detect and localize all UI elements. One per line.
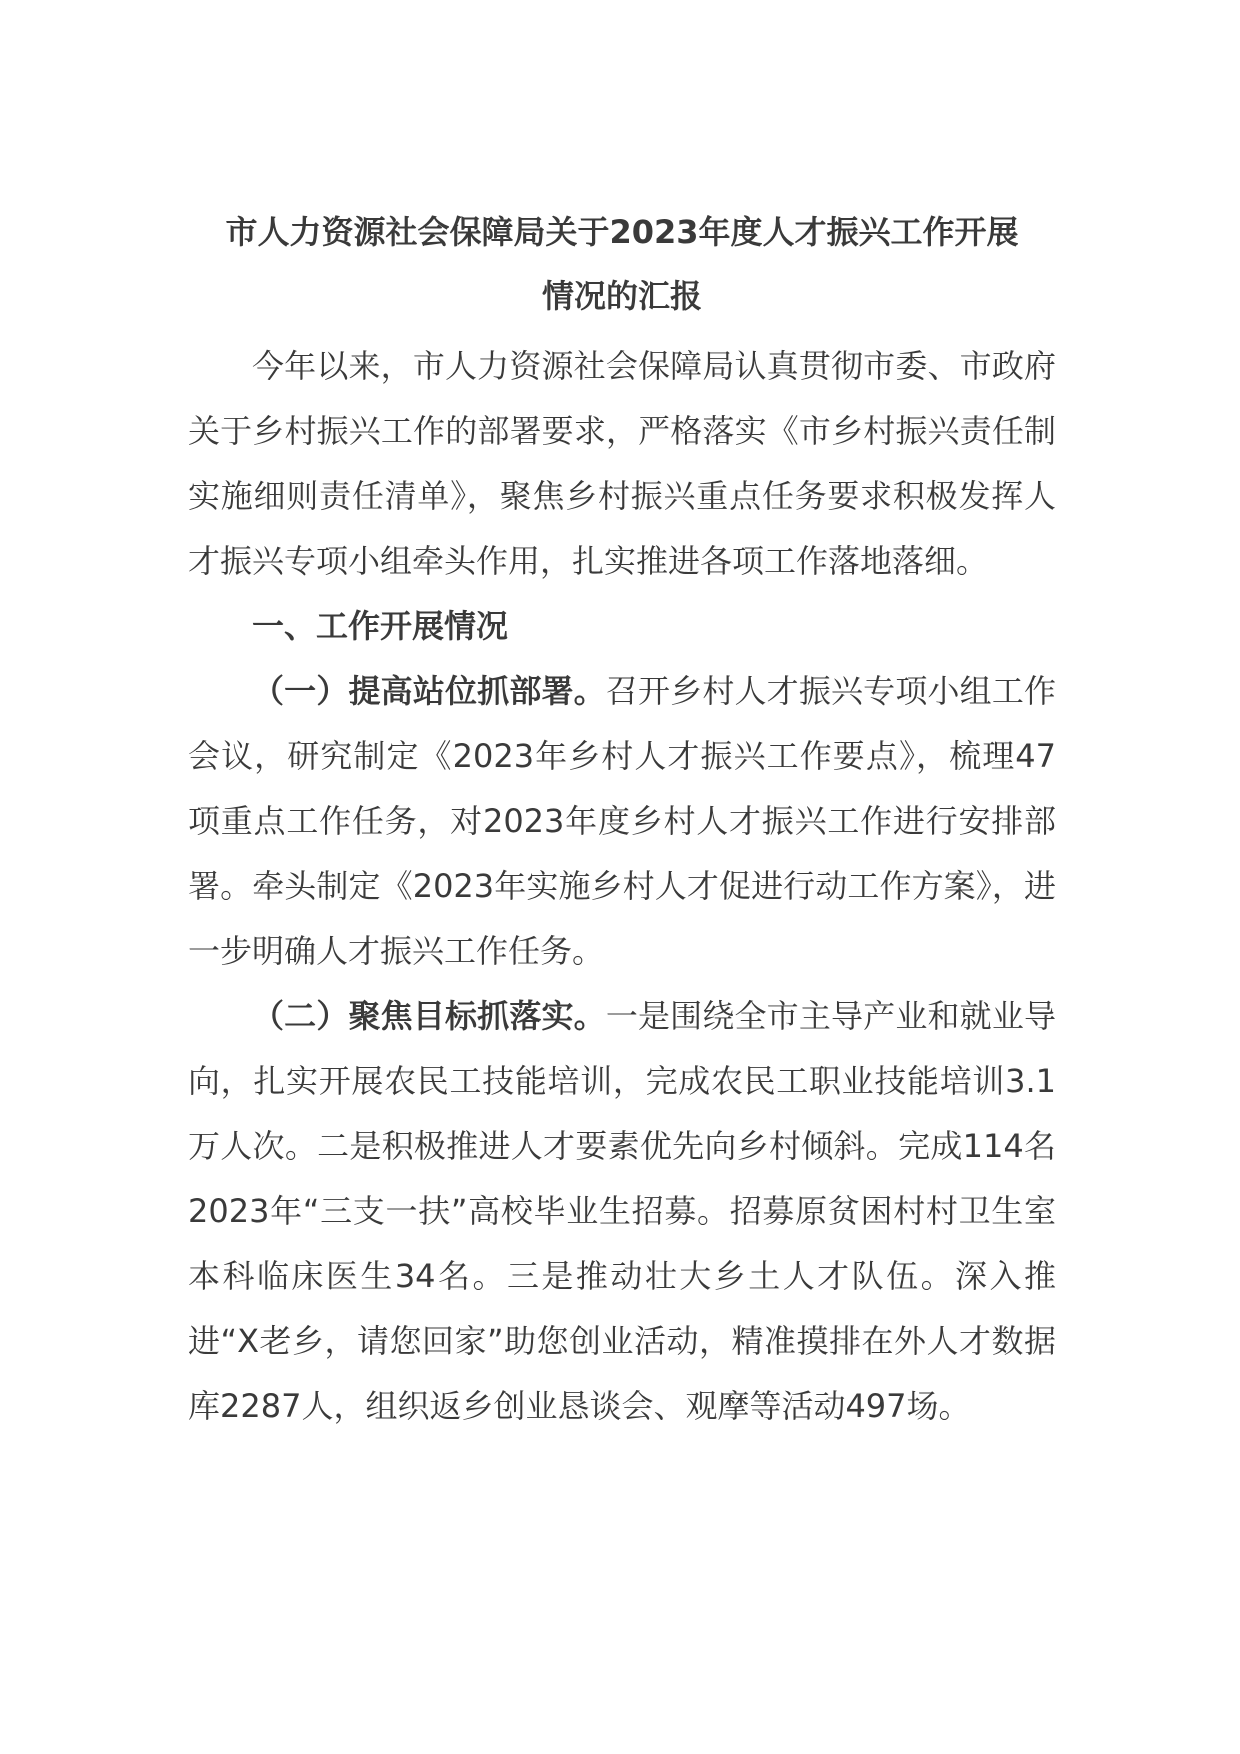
item-1-paragraph (188, 659, 1056, 984)
document-title-line-2: 情况的汇报 (541, 277, 702, 315)
section-heading-work-status: 一、工作开展情况 (252, 607, 509, 645)
item-1-lead: （一）提高站位抓部署。 (252, 672, 606, 710)
intro-paragraph: 今年以来，市人力资源社会保障局认真贯彻市委、市政府关于乡村振兴工作的部署要求，严格落实《市乡村振兴责任制实施细则责任清单》，聚焦乡村振兴重点任务要求积极发挥人才振兴专项小组牵头作用，扎实推进各项工作落地落细。 (188, 347, 1056, 580)
document-page (188, 200, 1056, 1439)
document-title-line-1: 市人力资源社会保障局关于2023年度人才振兴工作开展 (225, 213, 1019, 251)
item-1-body: 召开乡村人才振兴专项小组工作会议，研究制定《2023年乡村人才振兴工作要点》，梳理47项重点工作任务，对2023年度乡村人才振兴工作进行安排部署。牵头制定《2023年实施乡村人才促进行动工作方案》，进一步明确人才振兴工作任务。 (188, 672, 1056, 970)
item-2-paragraph (188, 984, 1056, 1439)
item-2-lead: （二）聚焦目标抓落实。 (252, 997, 606, 1035)
document-title (188, 200, 1056, 328)
item-2-body: 一是围绕全市主导产业和就业导向，扎实开展农民工技能培训，完成农民工职业技能培训3.1万人次。二是积极推进人才要素优先向乡村倾斜。完成114名2023年“三支一扶”高校毕业生招募。招募原贫困村村卫生室本科临床医生34名。三是推动壮大乡土人才队伍。深入推进“X老乡，请您回家”助您创业活动，精准摸排在外人才数据库2287人，组织返乡创业恳谈会、观摩等活动497场。 (188, 997, 1056, 1425)
